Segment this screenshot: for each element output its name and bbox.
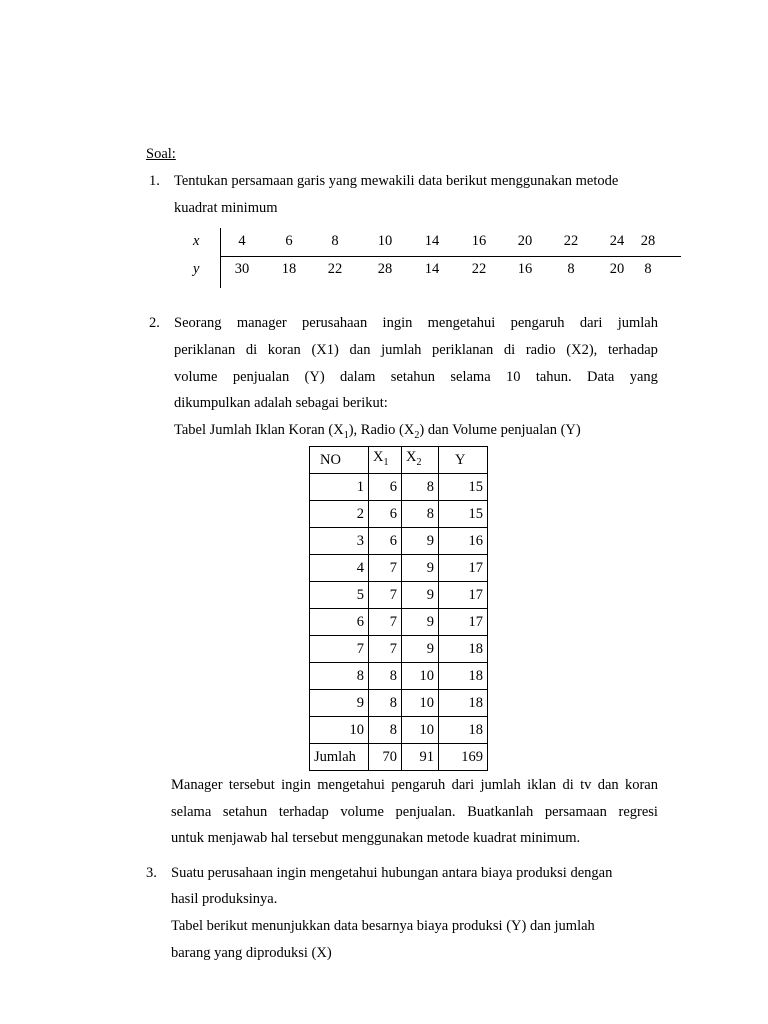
q2-table-caption <box>174 422 581 441</box>
cell-x1: 7 <box>369 582 402 609</box>
word: tersebut <box>228 777 275 793</box>
table-row <box>310 528 488 555</box>
q1-y-value: 8 <box>644 261 652 277</box>
cell-x1: 8 <box>369 690 402 717</box>
cell-x1: 7 <box>369 609 402 636</box>
word: manager <box>236 315 287 331</box>
q3-line-4: barang yang diproduksi (X) <box>171 945 332 961</box>
word: mengetahui <box>427 315 496 331</box>
cell-x2: 10 <box>402 717 439 744</box>
cell-x2: 8 <box>402 474 439 501</box>
word: iklan <box>527 777 557 793</box>
cell-x2: 9 <box>402 609 439 636</box>
q1-x-value: 24 <box>609 233 625 249</box>
cell-y: 18 <box>439 663 488 690</box>
cell-y: 17 <box>439 555 488 582</box>
q1-x-value: 20 <box>517 233 533 249</box>
word: jumlah <box>617 315 658 331</box>
word: koran <box>624 777 658 793</box>
q3-line-2: hasil produksinya. <box>171 891 278 907</box>
cell-no: 10 <box>310 717 369 744</box>
header-y: Y <box>439 447 488 474</box>
cell-x1-total: 70 <box>369 744 402 771</box>
word: dan <box>597 777 619 793</box>
q1-y-label: y <box>193 261 200 277</box>
header-no: NO <box>310 447 369 474</box>
header-x1: $X_1$ <box>369 447 402 474</box>
word: regresi <box>618 804 658 820</box>
table-row <box>310 582 488 609</box>
cell-y: 18 <box>439 717 488 744</box>
cell-y: 15 <box>439 474 488 501</box>
cell-x1: 8 <box>369 717 402 744</box>
cell-x1: 7 <box>369 555 402 582</box>
word: yang <box>629 369 658 385</box>
q2-after-line-3: untuk menjawab hal tersebut menggunakan metode kuadrat minimum. <box>171 830 581 846</box>
q1-x-value: 8 <box>331 233 339 249</box>
word: ingin <box>382 315 413 331</box>
cell-no: 9 <box>310 690 369 717</box>
cell-y: 18 <box>439 690 488 717</box>
word: pengaruh <box>510 315 565 331</box>
cell-x1: 8 <box>369 663 402 690</box>
table-row <box>310 474 488 501</box>
cell-x2-total: 91 <box>402 744 439 771</box>
cell-no: 5 <box>310 582 369 609</box>
q2-line-3 <box>174 369 658 386</box>
q2-after-line-2 <box>171 804 658 821</box>
word: mengetahui <box>317 777 385 793</box>
q1-y-value: 18 <box>281 261 297 277</box>
word: volume <box>174 369 218 385</box>
q2-line-4: dikumpulkan adalah sebagai berikut: <box>174 395 388 411</box>
word: jumlah <box>381 342 422 358</box>
q1-x-value: 6 <box>285 233 293 249</box>
table-row <box>310 690 488 717</box>
cell-y: 15 <box>439 501 488 528</box>
word: 10 <box>505 369 521 385</box>
word: terhadap <box>278 804 329 820</box>
word: koran <box>267 342 301 358</box>
q2-after-line-1 <box>171 777 658 794</box>
word: periklanan <box>432 342 494 358</box>
table-row <box>310 609 488 636</box>
word: selama <box>171 804 212 820</box>
table-row <box>310 636 488 663</box>
q2-line-1 <box>174 315 658 332</box>
word: Seorang <box>174 315 222 331</box>
table-row <box>310 717 488 744</box>
cell-no: 7 <box>310 636 369 663</box>
q1-x-value: 22 <box>563 233 579 249</box>
cell-y: 18 <box>439 636 488 663</box>
table-total-row <box>310 744 488 771</box>
cell-x2: 10 <box>402 690 439 717</box>
cell-y-total: 169 <box>439 744 488 771</box>
word: tv <box>580 777 592 793</box>
cell-x2: 9 <box>402 636 439 663</box>
q1-x-value: 16 <box>471 233 487 249</box>
word: jumlah <box>480 777 521 793</box>
word: persamaan <box>544 804 607 820</box>
word: penjualan. <box>395 804 456 820</box>
cell-no: 6 <box>310 609 369 636</box>
word: dalam <box>340 369 376 385</box>
q1-line-2: kuadrat minimum <box>174 200 278 216</box>
table-row <box>310 663 488 690</box>
cell-y: 16 <box>439 528 488 555</box>
word: ingin <box>281 777 311 793</box>
q1-table-vertical-rule <box>220 228 221 288</box>
word: Manager <box>171 777 223 793</box>
q1-x-value: 14 <box>424 233 440 249</box>
q3-number: 3. <box>146 865 157 881</box>
word: perusahaan <box>302 315 368 331</box>
caption-subscript: 2 <box>414 429 420 441</box>
q1-y-value: 14 <box>424 261 440 277</box>
q1-x-value: 28 <box>640 233 656 249</box>
word: radio <box>525 342 556 358</box>
word: (X2), <box>566 342 598 358</box>
word: dan <box>349 342 371 358</box>
q1-line-1: Tentukan persamaan garis yang mewakili data berikut menggunakan metode <box>174 173 619 189</box>
caption-part: ), Radio (X <box>348 422 415 438</box>
q1-x-value: 4 <box>238 233 246 249</box>
word: penjualan <box>232 369 290 385</box>
cell-x2: 9 <box>402 555 439 582</box>
word: setahun <box>222 804 268 820</box>
q2-data-table <box>309 446 488 771</box>
header-x2: $X_2$ <box>402 447 439 474</box>
word: Buatkanlah <box>467 804 534 820</box>
q1-x-label: x <box>193 233 200 249</box>
word: di <box>562 777 574 793</box>
cell-y: 17 <box>439 609 488 636</box>
word: periklanan <box>174 342 236 358</box>
q3-line-3: Tabel berikut menunjukkan data besarnya biaya produksi (Y) dan jumlah <box>171 918 595 934</box>
cell-no: 2 <box>310 501 369 528</box>
word: setahun <box>390 369 436 385</box>
q1-number: 1. <box>149 173 160 189</box>
q1-y-value: 20 <box>609 261 625 277</box>
q1-x-value: 10 <box>377 233 393 249</box>
q1-y-value: 22 <box>327 261 343 277</box>
q1-y-value: 8 <box>567 261 575 277</box>
word: pengaruh <box>391 777 446 793</box>
word: di <box>503 342 516 358</box>
cell-x2: 9 <box>402 582 439 609</box>
cell-no: 4 <box>310 555 369 582</box>
heading: Soal: <box>146 146 176 162</box>
word: dari <box>451 777 475 793</box>
q1-table-horizontal-rule <box>220 256 681 257</box>
q2-number: 2. <box>149 315 160 331</box>
q1-y-value: 30 <box>234 261 250 277</box>
q1-data-table <box>185 228 681 288</box>
q1-y-value: 28 <box>377 261 393 277</box>
q1-y-value: 22 <box>471 261 487 277</box>
word: dari <box>579 315 603 331</box>
word: (X1) <box>311 342 339 358</box>
word: selama <box>450 369 491 385</box>
total-label: Jumlah <box>310 744 369 771</box>
caption-part: ) dan Volume penjualan (Y) <box>419 422 581 438</box>
word: Data <box>586 369 615 385</box>
cell-x2: 10 <box>402 663 439 690</box>
cell-x2: 9 <box>402 528 439 555</box>
cell-y: 17 <box>439 582 488 609</box>
table-row <box>310 501 488 528</box>
q1-y-value: 16 <box>517 261 533 277</box>
table-header-row <box>310 447 488 474</box>
word: volume <box>340 804 384 820</box>
word: di <box>245 342 258 358</box>
cell-x1: 6 <box>369 474 402 501</box>
cell-no: 8 <box>310 663 369 690</box>
word: terhadap <box>607 342 658 358</box>
q3-line-1: Suatu perusahaan ingin mengetahui hubungan antara biaya produksi dengan <box>171 865 613 881</box>
word: (Y) <box>304 369 325 385</box>
cell-x1: 6 <box>369 501 402 528</box>
cell-no: 1 <box>310 474 369 501</box>
word: tahun. <box>535 369 572 385</box>
q2-line-2 <box>174 342 658 359</box>
cell-x1: 7 <box>369 636 402 663</box>
caption-part: Tabel Jumlah Iklan Koran (X <box>174 422 344 438</box>
cell-x2: 8 <box>402 501 439 528</box>
cell-x1: 6 <box>369 528 402 555</box>
cell-no: 3 <box>310 528 369 555</box>
caption-subscript: 1 <box>343 429 349 441</box>
table-row <box>310 555 488 582</box>
